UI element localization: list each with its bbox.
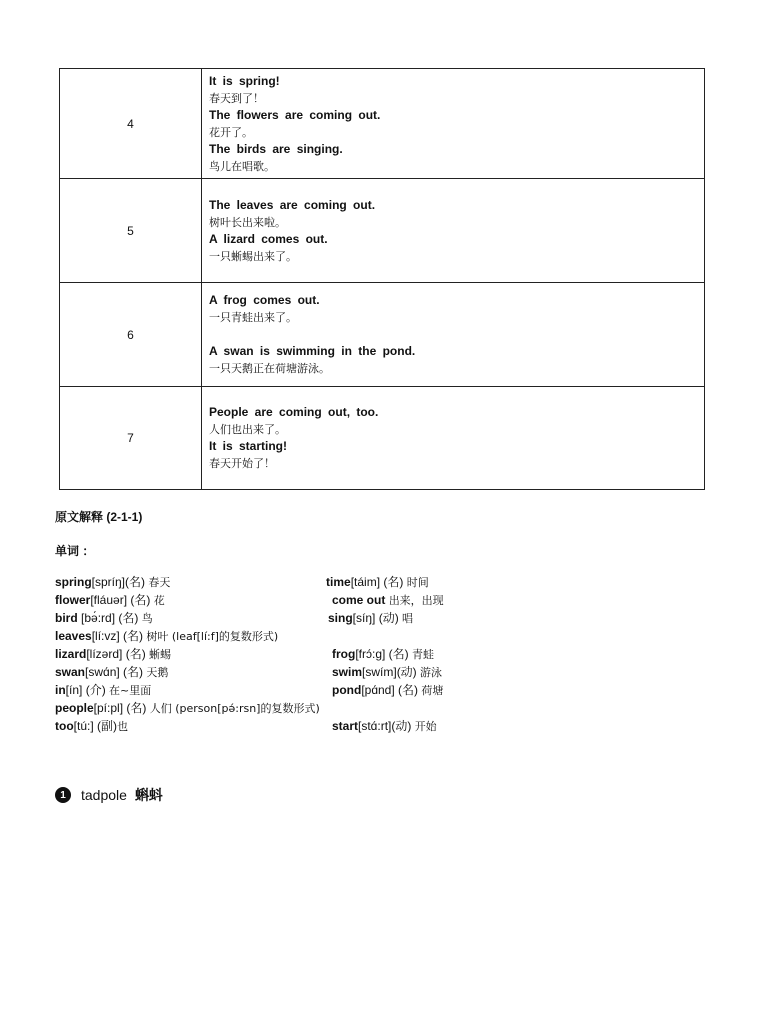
chinese-translation: 树叶长出来啦。 — [209, 215, 286, 229]
vocab-meaning: 天鹅 — [146, 666, 169, 679]
vocab-pos: (介) — [82, 683, 110, 697]
table-row — [60, 179, 705, 283]
vocab-entry-right — [332, 681, 443, 700]
vocab-entry-left — [55, 591, 165, 610]
vocab-pos: (名) — [119, 665, 147, 679]
vocab-phonetic: [fláuər] — [90, 593, 128, 607]
vocab-word: swim — [332, 665, 363, 679]
vocab-phonetic: [síŋ] — [352, 611, 376, 625]
vocab-entry-left — [55, 699, 320, 718]
vocab-entry-right — [328, 609, 413, 628]
vocab-phonetic: [stɑ́:rt] — [358, 719, 392, 733]
footer-item — [55, 786, 163, 804]
vocab-row — [55, 681, 615, 699]
vocab-pos: (名) — [127, 593, 154, 607]
vocab-phonetic: [tú:] — [73, 719, 94, 733]
vocab-entry-left — [55, 627, 278, 646]
vocab-meaning: 花 — [153, 594, 165, 607]
vocab-pos: (名) — [115, 611, 142, 625]
vocab-pos: (动) — [375, 611, 403, 625]
vocab-phonetic: [swím] — [362, 665, 397, 679]
line-gap — [209, 326, 704, 343]
vocab-word: swan — [55, 665, 86, 679]
vocab-phonetic: [bə́:rd] — [77, 611, 116, 625]
english-sentence: The birds are singing. — [209, 141, 343, 156]
vocab-meaning: 树叶 (leaf[lí:f]的复数形式) — [146, 630, 279, 643]
vocab-phonetic: [lí:vz] — [91, 629, 120, 643]
vocab-entry-right — [332, 663, 442, 682]
vocab-pos: (名) — [125, 575, 149, 589]
vocab-phonetic: [pɑ́nd] — [361, 683, 395, 697]
vocab-row — [55, 699, 615, 717]
english-sentence: The flowers are coming out. — [209, 107, 381, 122]
vocab-row — [55, 591, 615, 609]
chinese-translation: 春天开始了！ — [209, 457, 275, 470]
vocab-row — [55, 609, 615, 627]
footer-chinese: 蝌蚪 — [134, 788, 163, 804]
section-title: 原文解释 (2-1-1) — [55, 510, 143, 524]
vocab-meaning: 人们 (person[pə́:rsn]的复数形式) — [149, 702, 320, 715]
vocab-entry-left — [55, 645, 171, 664]
chinese-translation: 人们也出来了。 — [209, 423, 286, 436]
vocab-word: bird — [55, 611, 78, 625]
vocab-phonetic: [ín] — [65, 683, 83, 697]
english-sentence: People are coming out, too. — [209, 405, 379, 419]
number-badge: 1 — [55, 787, 71, 803]
chinese-translation: 一只天鹅正在荷塘游泳。 — [209, 362, 330, 375]
vocab-meaning: 唱 — [402, 612, 414, 625]
vocab-pos: (动) — [391, 719, 415, 733]
english-sentence: A lizard comes out. — [209, 231, 328, 246]
vocab-entry-right — [332, 591, 444, 610]
vocab-phonetic: [swɑ́n] — [85, 665, 120, 679]
vocab-row — [55, 627, 615, 645]
chinese-translation: 鸟儿在唱歌。 — [209, 159, 275, 173]
vocab-meaning: 在~里面 — [109, 684, 152, 697]
vocabulary-list — [55, 573, 615, 735]
lesson-table — [59, 68, 705, 490]
vocab-word: come out — [332, 593, 386, 607]
vocab-row — [55, 663, 615, 681]
english-sentence: A frog comes out. — [209, 293, 320, 307]
row-number: 6 — [60, 283, 202, 387]
vocab-word: frog — [332, 647, 356, 661]
vocab-meaning: 蜥蜴 — [149, 648, 172, 661]
vocab-entry-left — [55, 681, 151, 700]
vocab-pos: (名) — [385, 647, 413, 661]
vocab-row — [55, 717, 615, 735]
vocab-meaning: 时间 — [406, 576, 429, 589]
vocab-entry-right — [326, 573, 429, 592]
vocab-pos: (名) — [394, 683, 422, 697]
vocab-phonetic: [lízərd] — [86, 647, 123, 661]
vocab-word: lizard — [55, 647, 87, 661]
vocab-pos: (名) — [123, 701, 150, 715]
vocab-word: time — [326, 575, 351, 589]
vocab-word: start — [332, 719, 359, 733]
english-sentence: A swan is swimming in the pond. — [209, 344, 416, 358]
table-row — [60, 69, 705, 179]
vocab-entry-right — [332, 717, 437, 736]
vocab-row — [55, 573, 615, 591]
chinese-translation: 一只蜥蜴出来了。 — [209, 249, 297, 263]
row-number: 7 — [60, 387, 202, 490]
vocab-word: people — [55, 701, 94, 715]
vocab-meaning: 也 — [117, 720, 128, 733]
vocab-pos: (动) — [396, 665, 421, 679]
vocab-entry-left — [55, 717, 128, 736]
vocab-phonetic: [pí:pl] — [93, 701, 124, 715]
vocab-entry-left — [55, 609, 153, 628]
vocab-phonetic: [frɔ́:g] — [355, 647, 386, 661]
vocab-phonetic: [spríŋ] — [91, 575, 126, 589]
row-number: 4 — [60, 69, 202, 179]
vocab-word: spring — [55, 575, 92, 589]
vocab-pos: (副) — [93, 719, 117, 733]
vocab-entry-right — [332, 645, 434, 664]
vocab-word: sing — [328, 611, 353, 625]
row-number: 5 — [60, 179, 202, 283]
vocab-entry-left — [55, 663, 168, 682]
vocab-word: leaves — [55, 629, 92, 643]
vocab-entry-left — [55, 573, 170, 592]
vocab-meaning: 鸟 — [141, 612, 153, 625]
vocab-meaning: 游泳 — [420, 666, 443, 679]
vocab-phonetic: [táim] — [350, 575, 381, 589]
english-sentence: It is starting! — [209, 439, 288, 453]
vocab-word: pond — [332, 683, 362, 697]
vocab-word: in — [55, 683, 66, 697]
row-text — [202, 69, 705, 179]
vocab-word: too — [55, 719, 74, 733]
table-row — [60, 283, 705, 387]
words-label: 单词 ： — [55, 544, 95, 558]
vocab-pos: (名) — [119, 629, 147, 643]
row-text — [202, 179, 705, 283]
vocab-meaning: 荷塘 — [421, 684, 444, 697]
vocab-word: flower — [55, 593, 91, 607]
row-text — [202, 387, 705, 490]
vocab-pos: (名) — [380, 575, 407, 589]
footer-english: tadpole — [81, 787, 127, 803]
english-sentence: The leaves are coming out. — [209, 197, 376, 212]
vocab-meaning: 春天 — [148, 576, 171, 589]
chinese-translation: 花开了。 — [209, 125, 253, 139]
vocab-meaning: 开始 — [414, 720, 437, 733]
chinese-translation: 一只青蛙出来了。 — [209, 311, 297, 324]
vocab-meaning: 出来，出现 — [388, 594, 444, 607]
vocab-meaning: 青蛙 — [412, 648, 435, 661]
chinese-translation: 春天到了！ — [209, 91, 264, 105]
english-sentence: It is spring! — [209, 73, 280, 88]
vocab-pos: (名) — [122, 647, 150, 661]
table-row — [60, 387, 705, 490]
row-text — [202, 283, 705, 387]
vocab-row — [55, 645, 615, 663]
